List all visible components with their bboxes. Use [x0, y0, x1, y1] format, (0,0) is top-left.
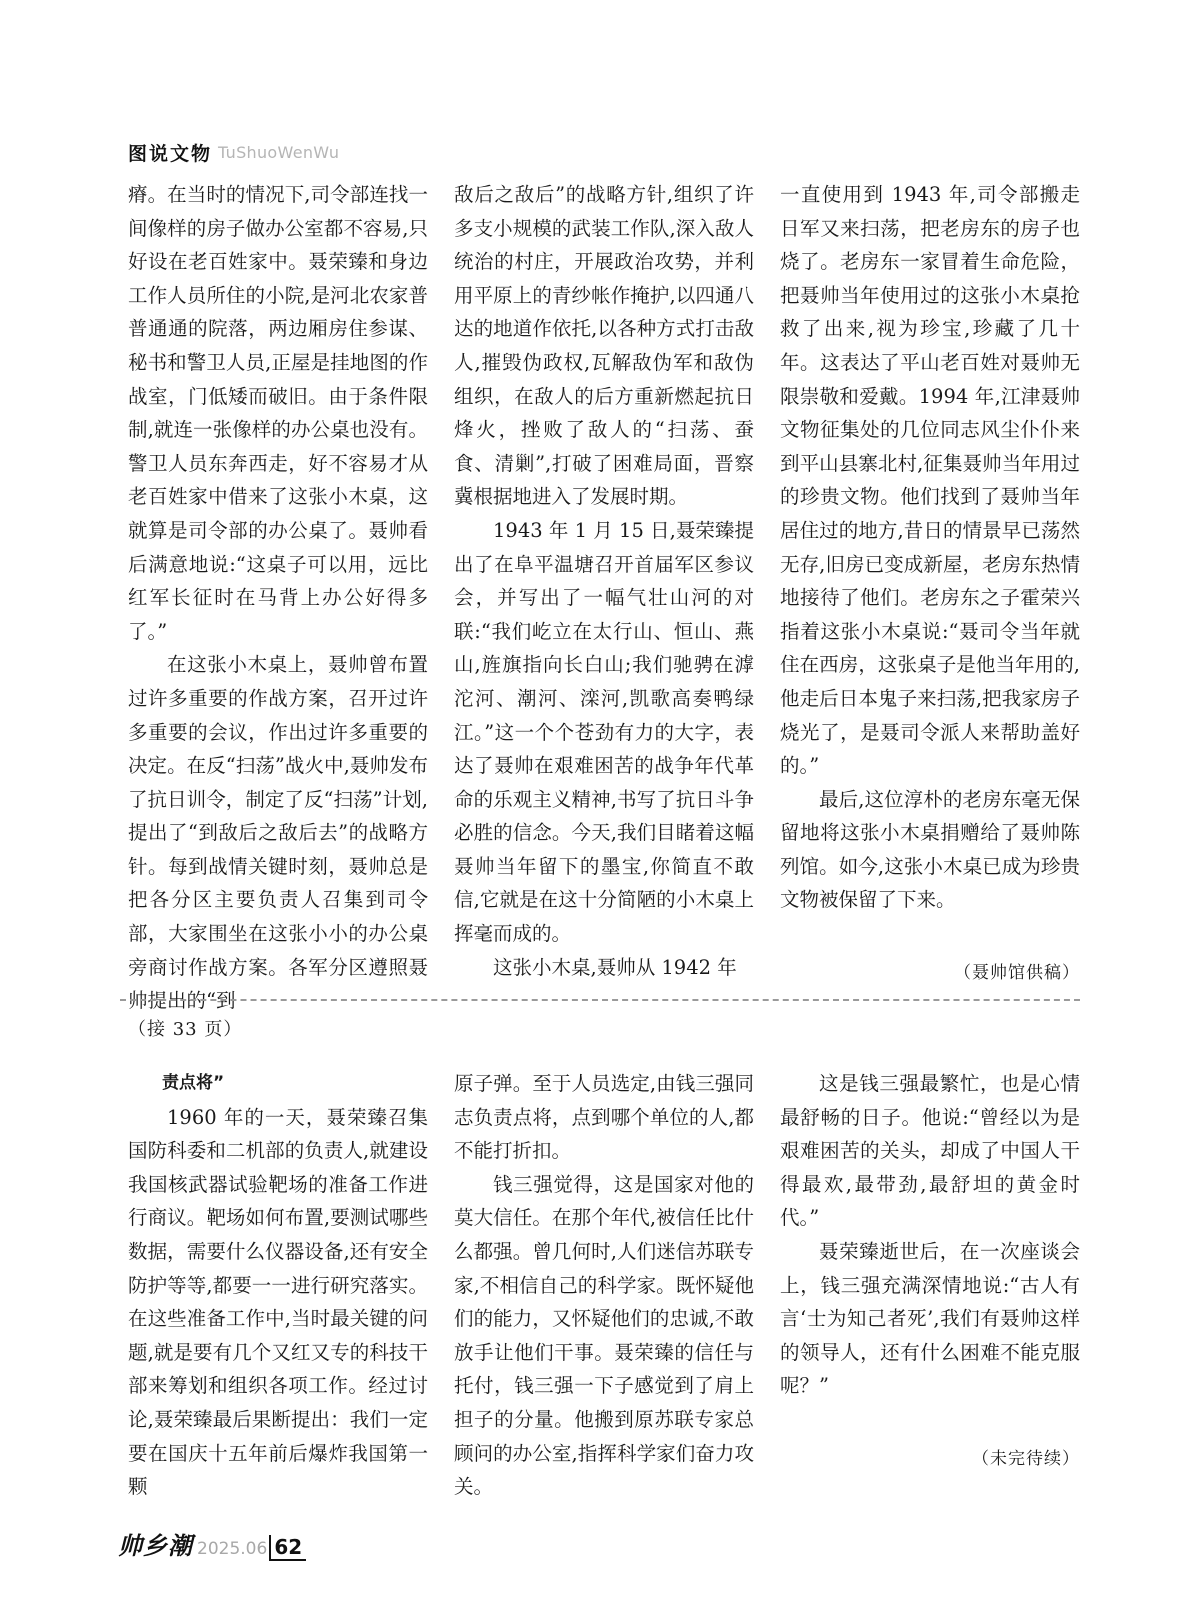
paragraph: 敌后之敌后”的战略方针,组织了许多支小规模的武装工作队,深入敌人统治的村庄，开展政治攻势，并利用平原上的青纱帐作掩护,以四通八达的地道作依托,以各种方式打击敌人,摧毁伪政权,瓦解敌伪军和敌伪组织，在敌人的后方重新燃起抗日烽火，挫败了敌人的“扫荡、蚕食、清剿”,打破了困难局面，晋察冀根据地进入了发展时期。: [454, 183, 754, 509]
continued-from-label: （接 33 页）: [128, 1019, 243, 1040]
paragraph: 一直使用到 1943 年,司令部搬走日军又来扫荡，把老房东的房子也烧了。老房东一家冒着生命危险，把聂帅当年使用过的这张小木桌抢救了出来,视为珍宝,珍藏了几十年。这表达了平山老百姓对聂帅无限崇敬和爱戴。1994 年,江津聂帅文物征集处的几位同志风尘仆仆来到平山县寨北村,征集聂帅当年用过的珍贵文物。他们找到了聂帅当年居住过的地方,昔日的情景早已荡然无存,旧房已变成新屋，老房东热情地接待了他们。老房东之子霍荣兴指着这张小木桌说:“聂司令当年就住在西房，这张桌子是他当年用的,他走后日本鬼子来扫荡,把我家房子烧光了，是聂司令派人来帮助盖好的。”: [780, 183, 1080, 778]
issue-date: 2025.06: [197, 1539, 268, 1559]
paragraph: 1943 年 1 月 15 日,聂荣臻提出了在阜平温塘召开首届军区参议会，并写出了一幅气壮山河的对联:“我们屹立在太行山、恒山、燕山,旌旗指向长白山;我们驰骋在滹沱河、潮河、滦河,凯歌高奏鸭绿江。”这一个个苍劲有力的大字，表达了聂帅在艰难困苦的战争年代革命的乐观主义精神,书写了抗日斗争必胜的信念。今天,我们目睹着这幅聂帅当年留下的墨宝,你简直不敢信,它就是在这十分简陋的小木桌上挥毫而成的。: [454, 518, 754, 946]
section-pinyin: TuShuoWenWu: [218, 142, 340, 162]
page-footer: [118, 1525, 306, 1561]
article-subheading: 责点将”: [162, 1073, 225, 1093]
paragraph: 在这张小木桌上，聂帅曾布置过许多重要的作战方案，召开过许多重要的会议，作出过许多重要的决定。在反“扫荡”战火中,聂帅发布了抗日训令，制定了反“扫荡”计划,提出了“到敌后之敌后去”的战略方针。每到战情关键时刻，聂帅总是把各分区主要负责人召集到司令部，大家围坐在这张小小的办公桌旁商讨作战方案。各军分区遵照聂帅提出的“到: [128, 653, 428, 1013]
paragraph: 这张小木桌,聂帅从 1942 年: [493, 955, 737, 979]
article-credit: （未完待续）: [972, 1448, 1080, 1469]
top-column-2: [454, 178, 754, 979]
bottom-article: [128, 1067, 1080, 1497]
paragraph: 原子弹。至于人员选定,由钱三强同志负责点将，点到哪个单位的人,都不能打折扣。: [454, 1072, 754, 1163]
magazine-logo: 帅乡潮: [118, 1531, 193, 1560]
article-credit: （聂帅馆供稿）: [954, 963, 1080, 984]
paragraph: 1960 年的一天，聂荣臻召集国防科委和二机部的负责人,就建设我国核武器试验靶场的准备工作进行商议。靶场如何布置,要测试哪些数据，需要什么仪器设备,还有安全防护等等,都要一一进行研究落实。在这些准备工作中,当时最关键的问题,就是要有几个又红又专的科技干部来筹划和组织各项工作。经过讨论,聂荣臻最后果断提出：我们一定要在国庆十五年前后爆炸我国第一颗: [128, 1105, 428, 1499]
paragraph: 瘠。在当时的情况下,司令部连找一间像样的房子做办公室都不容易,只好设在老百姓家中。聂荣臻和身边工作人员所住的小院,是河北农家普普通通的院落，两边厢房住参谋、秘书和警卫人员,正屋是挂地图的作战室，门低矮而破旧。由于条件限制,就连一张像样的办公桌也没有。警卫人员东奔西走，好不容易才从老百姓家中借来了这张小木桌，这就算是司令部的办公桌了。聂帅看后满意地说:“这桌子可以用，远比红军长征时在马背上办公好得多了。”: [128, 183, 428, 643]
bottom-column-1: [128, 1067, 428, 1497]
page-number: 62: [269, 1535, 306, 1561]
paragraph: 聂荣臻逝世后，在一次座谈会上，钱三强充满深情地说:“古人有言‘士为知己者死’,我们有聂帅这样的领导人，还有什么困难不能克服呢？”: [780, 1239, 1080, 1398]
paragraph: 钱三强觉得，这是国家对他的莫大信任。在那个年代,被信任比什么都强。曾几何时,人们迷信苏联专家,不相信自己的科学家。既怀疑他们的能力，又怀疑他们的忠诚,不敢放手让他们干事。聂荣臻的信任与托付，钱三强一下子感觉到了肩上担子的分量。他搬到原苏联专家总顾问的办公室,指挥科学家们奋力攻关。: [454, 1172, 754, 1499]
bottom-column-2: [454, 1067, 754, 1497]
section-header: [128, 138, 339, 166]
top-article: [128, 178, 1080, 1013]
top-column-3: [780, 178, 1080, 984]
dashed-divider: [120, 999, 1080, 1001]
top-column-1: [128, 178, 428, 1013]
paragraph: 这是钱三强最繁忙，也是心情最舒畅的日子。他说:“曾经以为是艰难困苦的关头，却成了中国人干得最欢,最带劲,最舒坦的黄金时代。”: [780, 1072, 1080, 1230]
section-title: 图说文物: [128, 142, 213, 165]
paragraph: 最后,这位淳朴的老房东毫无保留地将这张小木桌捐赠给了聂帅陈列馆。如今,这张小木桌已成为珍贵文物被保留了下来。: [780, 787, 1080, 912]
bottom-column-3: [780, 1067, 1080, 1497]
